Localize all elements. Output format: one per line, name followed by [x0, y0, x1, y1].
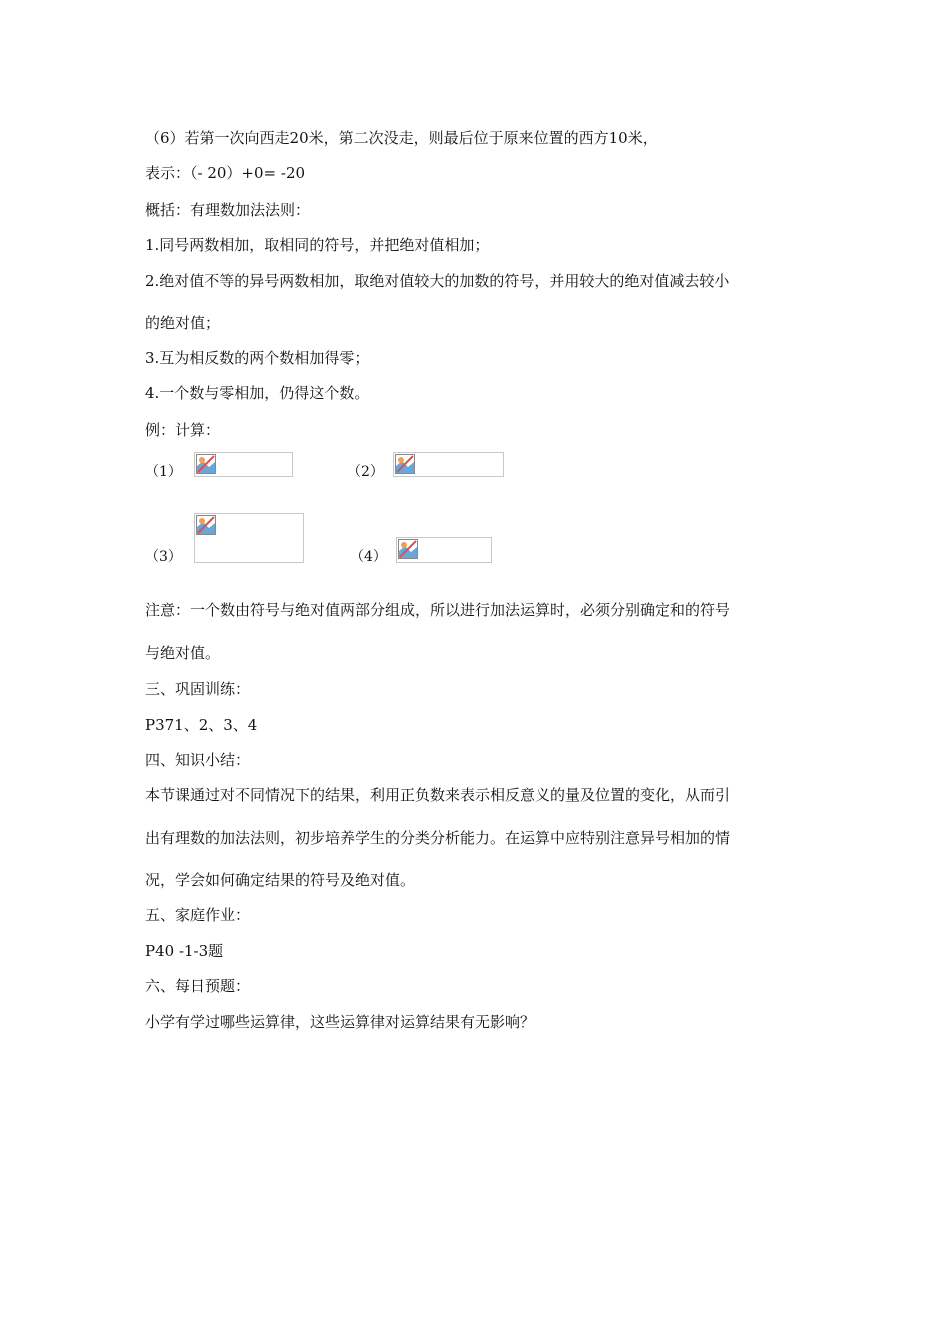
text-line-note-cont: 与绝对值。 — [145, 644, 221, 662]
example-image-1 — [194, 452, 293, 477]
broken-image-icon — [395, 454, 415, 474]
broken-image-icon — [196, 515, 216, 535]
example-label-4: （4） — [350, 549, 387, 565]
example-label-2: （2） — [347, 464, 384, 480]
text-line-rule-2: 2.绝对值不等的异号两数相加，取绝对值较大的加数的符号，并用较大的绝对值减去较小 — [145, 272, 730, 290]
text-line-preview-question: 小学有学过哪些运算律，这些运算律对运算结果有无影响？ — [145, 1013, 536, 1031]
text-line-summary-3: 况，学会如何确定结果的符号及绝对值。 — [145, 871, 416, 889]
text-line-case-6: （6）若第一次向西走20米，第二次没走，则最后位于原来位置的西方10米， — [145, 129, 658, 147]
text-line-homework: P40 -1-3题 — [145, 942, 224, 960]
section-heading-preview: 六、每日预题： — [145, 977, 251, 995]
text-line-expression: 表示：（- 20）+0= -20 — [145, 164, 306, 182]
text-line-summary-2: 出有理数的加法法则，初步培养学生的分类分析能力。在运算中应特别注意异号相加的情 — [145, 829, 731, 847]
section-heading-homework: 五、家庭作业： — [145, 906, 251, 924]
text-line-rule-2-cont: 的绝对值； — [145, 314, 221, 332]
text-line-example-heading: 例：计算： — [145, 421, 221, 439]
text-line-summary-heading: 概括：有理数加法法则： — [145, 201, 311, 219]
example-label-3: （3） — [145, 549, 182, 565]
broken-image-icon — [398, 539, 418, 559]
section-heading-practice: 三、巩固训练： — [145, 680, 251, 698]
example-image-3 — [194, 513, 304, 563]
text-line-rule-3: 3.互为相反数的两个数相加得零； — [145, 349, 370, 367]
text-line-practice-pages: P371、2、3、4 — [145, 716, 258, 734]
text-line-rule-4: 4.一个数与零相加，仍得这个数。 — [145, 384, 370, 402]
text-line-summary-1: 本节课通过对不同情况下的结果，利用正负数来表示相反意义的量及位置的变化，从而引 — [145, 786, 731, 804]
section-heading-summary: 四、知识小结： — [145, 751, 251, 769]
text-line-note: 注意：一个数由符号与绝对值两部分组成，所以进行加法运算时，必须分别确定和的符号 — [145, 601, 731, 619]
example-image-2 — [393, 452, 504, 477]
example-label-1: （1） — [145, 464, 182, 480]
text-line-rule-1: 1.同号两数相加，取相同的符号，并把绝对值相加； — [145, 236, 490, 254]
example-image-4 — [396, 537, 492, 563]
broken-image-icon — [196, 454, 216, 474]
